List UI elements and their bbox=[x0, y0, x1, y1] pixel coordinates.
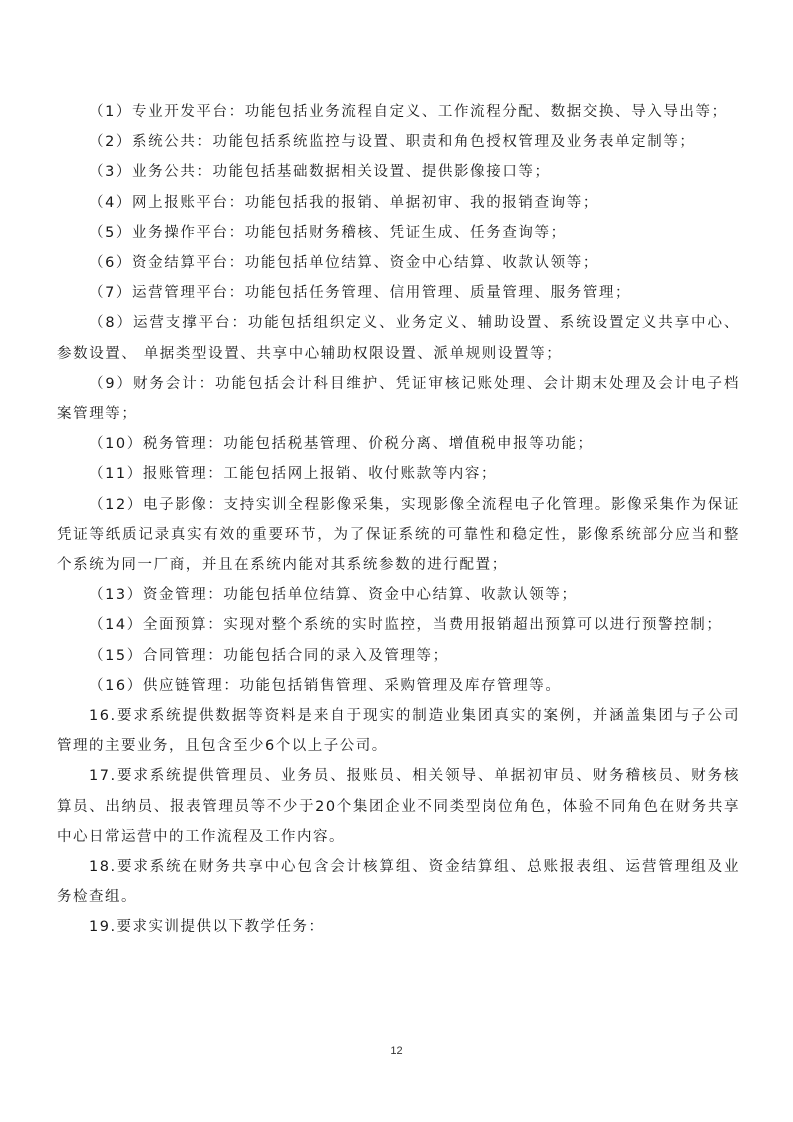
requirement-18: 18.要求系统在财务共享中心包含会计核算组、资金结算组、总账报表组、运营管理组及业务检查组。 bbox=[57, 859, 740, 906]
page-number: 12 bbox=[390, 1045, 403, 1057]
paragraph-item-8: （8）运营支撑平台：功能包括组织定义、业务定义、辅助设置、系统设置定义共享中心、参数设置、 单据类型设置、共享中心辅助权限设置、派单规则设置等； bbox=[57, 315, 740, 362]
requirement-17: 17.要求系统提供管理员、业务员、报账员、相关领导、单据初审员、财务稽核员、财务核算员、出纳员、报表管理员等不少于20个集团企业不同类型岗位角色，体验不同角色在财务共享中心日常运营中的工作流程及工作内容。 bbox=[57, 768, 740, 845]
paragraph-item-12: （12）电子影像：支持实训全程影像采集，实现影像全流程电子化管理。影像采集作为保证凭证等纸质记录真实有效的重要环节，为了保证系统的可靠性和稳定性，影像系统部分应当和整个系统为同一厂商，并且在系统内能对其系统参数的进行配置； bbox=[57, 496, 740, 574]
requirement-16: 16.要求系统提供数据等资料是来自于现实的制造业集团真实的案例，并涵盖集团与子公司管理的主要业务，且包含至少6个以上子公司。 bbox=[57, 708, 740, 755]
paragraph-item-10: （10）税务管理：功能包括税基管理、价税分离、增值税申报等功能； bbox=[89, 436, 594, 453]
requirement-19: 19.要求实训提供以下教学任务： bbox=[89, 919, 325, 936]
paragraph-item-11: （11）报账管理：工能包括网上报销、收付账款等内容； bbox=[89, 466, 498, 483]
paragraph-item-2: （2）系统公共：功能包括系统监控与设置、职责和角色授权管理及业务表单定制等； bbox=[89, 134, 696, 151]
paragraph-item-3: （3）业务公共：功能包括基础数据相关设置、提供影像接口等； bbox=[89, 164, 551, 181]
paragraph-item-4: （4）网上报账平台：功能包括我的报销、单据初审、我的报销查询等； bbox=[89, 194, 599, 211]
paragraph-item-5: （5）业务操作平台：功能包括财务稽核、凭证生成、任务查询等； bbox=[89, 224, 567, 241]
paragraph-item-16: （16）供应链管理：功能包括销售管理、采购管理及库存管理等。 bbox=[89, 677, 562, 694]
paragraph-item-15: （15）合同管理：功能包括合同的录入及管理等； bbox=[89, 647, 449, 664]
paragraph-item-14: （14）全面预算：实现对整个系统的实时监控，当费用报销超出预算可以进行预警控制； bbox=[89, 617, 723, 634]
paragraph-item-13: （13）资金管理：功能包括单位结算、资金中心结算、收款认领等； bbox=[89, 587, 578, 604]
paragraph-item-1: （1）专业开发平台：功能包括业务流程自定义、工作流程分配、数据交换、导入导出等； bbox=[89, 104, 728, 120]
paragraph-item-6: （6）资金结算平台：功能包括单位结算、资金中心结算、收款认领等； bbox=[89, 255, 599, 272]
paragraph-item-9: （9）财务会计：功能包括会计科目维护、凭证审核记账处理、会计期末处理及会计电子档案管理等； bbox=[57, 375, 740, 423]
document-body bbox=[57, 97, 740, 943]
paragraph-item-7: （7）运营管理平台：功能包括任务管理、信用管理、质量管理、服务管理； bbox=[89, 285, 632, 302]
